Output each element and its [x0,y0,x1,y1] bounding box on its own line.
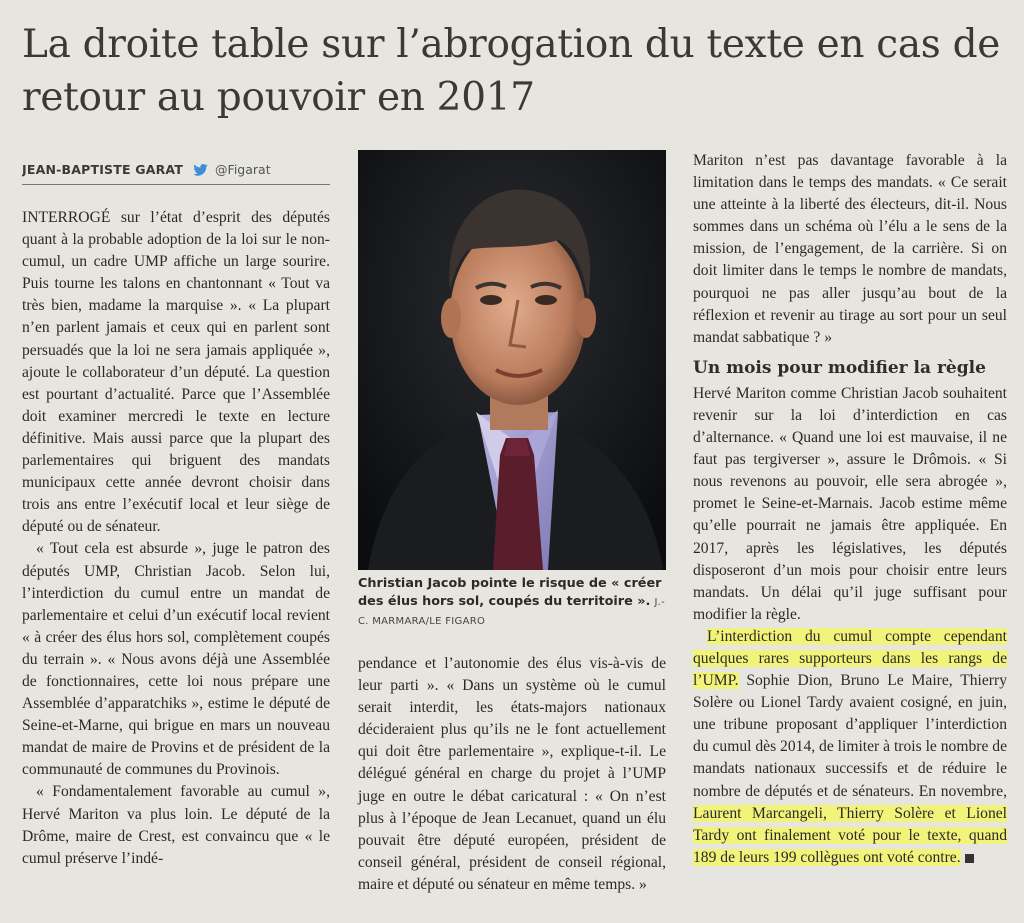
portrait-image [358,150,666,570]
caption-text: Christian Jacob pointe le risque de « créer des élus hors sol, coupés du territoire ». [358,576,662,609]
paragraph-text: Sophie Dion, Bruno Le Maire, Thierry Solère ou Lionel Tardy avaient cosigné, en juin, une tribune proposant d’appliquer l’interdiction du cumul dès 2014, de limiter à trois le nombre de mandats nationaux successifs et de réduire le nombre de députés et de sénateurs. En novembre, [693,672,1007,800]
byline-author: JEAN-BAPTISTE GARAT [22,162,184,177]
paragraph: Hervé Mariton comme Christian Jacob souhaitent revenir sur la loi d’interdiction en cas d’alternance. « Quand une loi est mauvaise, il ne faut pas tergiverser », assure le Drômois. « Si nous revenons au pouvoir, elle sera abrogée », promet le Seine-et-Marnais. Jacob estime même qu’elle pourrait ne jamais être appliquée. En 2017, après les législatives, les députés disposeront d’un mois pour choisir entre leurs mandats. Un délai qu’il juge suffisant pour modifier la règle. [693,384,1007,623]
subheading: Un mois pour modifier la règle [693,357,986,378]
paragraph-text: sur l’état d’esprit des députés quant à la probable adoption de la loi sur le non-cumul, un cadre UMP affiche un large sourire. Puis tourne les talons en chantonnant « Tout va très bien, madame la marquise ». « La plupart n’en parlent jamais et ceux qui en parlent sont persuadés que la loi ne sera jamais appliquée », ajoute le collaborateur d’un député. La question est pourtant d’actualité. Parce que l’Assemblée doit examiner mercredi le texte en lecture définitive. Mais aussi parce que la plupart des parlementaires qui briguent des mandats municipaux cette année devront choisir dans trois ans entre l’exécutif local et leur siège de député ou de sénateur. [22,209,330,536]
paragraph [693,626,1007,869]
headline: La droite table sur l’abrogation du texte en cas de retour au pouvoir en 2017 [22,22,1001,120]
article-column-2 [358,653,666,896]
twitter-bird-icon [193,160,208,184]
paragraph: Mariton n’est pas davantage favorable à la limitation dans le temps des mandats. « Ce serait une atteinte à la liberté des électeurs, dit-il. Nous sommes dans un schéma où l’élu a le sens de la mission, de l’engagement, de la carrière. Si on doit limiter dans le temps le nombre de mandats, pourquoi ne pas aller jusqu’au bout de la réflexion et revenir au tirage au sort pour un seul mandat sabbatique ? » [693,152,1007,346]
byline-twitter-handle: @Figarat [215,162,271,177]
photo-credit: J.-C. MARMARA/LE FIGARO [358,597,666,627]
paragraph: « Fondamentalement favorable au cumul », Hervé Mariton va plus loin. Le député de la Drôme, maire de Crest, est convaincu que « le cumul préserve l’indé- [22,783,330,867]
end-of-article-mark [965,854,974,863]
paragraph [22,207,330,538]
highlighted-text: L’interdiction du cumul compte cependant quelques rares supporteurs dans les rangs de l’UMP. [693,627,1007,690]
article-column-3 [693,150,1007,869]
article-column-1 [22,207,330,870]
photo-caption [358,575,668,631]
byline [22,158,330,185]
lead-word: INTERROGÉ [22,209,111,226]
photo-christian-jacob [358,150,666,570]
highlighted-text: Laurent Marcangeli, Thierry Solère et Lionel Tardy ont finalement voté pour le texte, quand 189 de leurs 199 collègues ont voté contre. [693,804,1007,866]
paragraph: pendance et l’autonomie des élus vis-à-vis de leur parti ». « Dans un système où le cumul serait interdit, les états-majors nationaux décideraient plus qu’ils ne le font actuellement qui doit être parlementaire », explique-t-il. Le délégué général en charge du projet à l’UMP juge en outre le débat caricatural : « On n’est plus à l’époque de Jean Lecanuet, quand un élu pouvait être député européen, président de conseil général, président de conseil régional, maire et député ou sénateur en même temps. » [358,655,666,893]
paragraph: « Tout cela est absurde », juge le patron des députés UMP, Christian Jacob. Selon lui, l’interdiction du cumul entre un mandat de parlementaire et celui d’un exécutif local revient « à créer des élus hors sol, complètement coupés du terrain ». « Nous avons déjà une Assemblée de fonctionnaires, cette loi nous prépare une Assemblée d’apparatchiks », estime le député de Seine-et-Marne, qui brigue en mars un nouveau mandat de maire de Provins et de président de la communauté de communes du Provinois. [22,540,330,779]
